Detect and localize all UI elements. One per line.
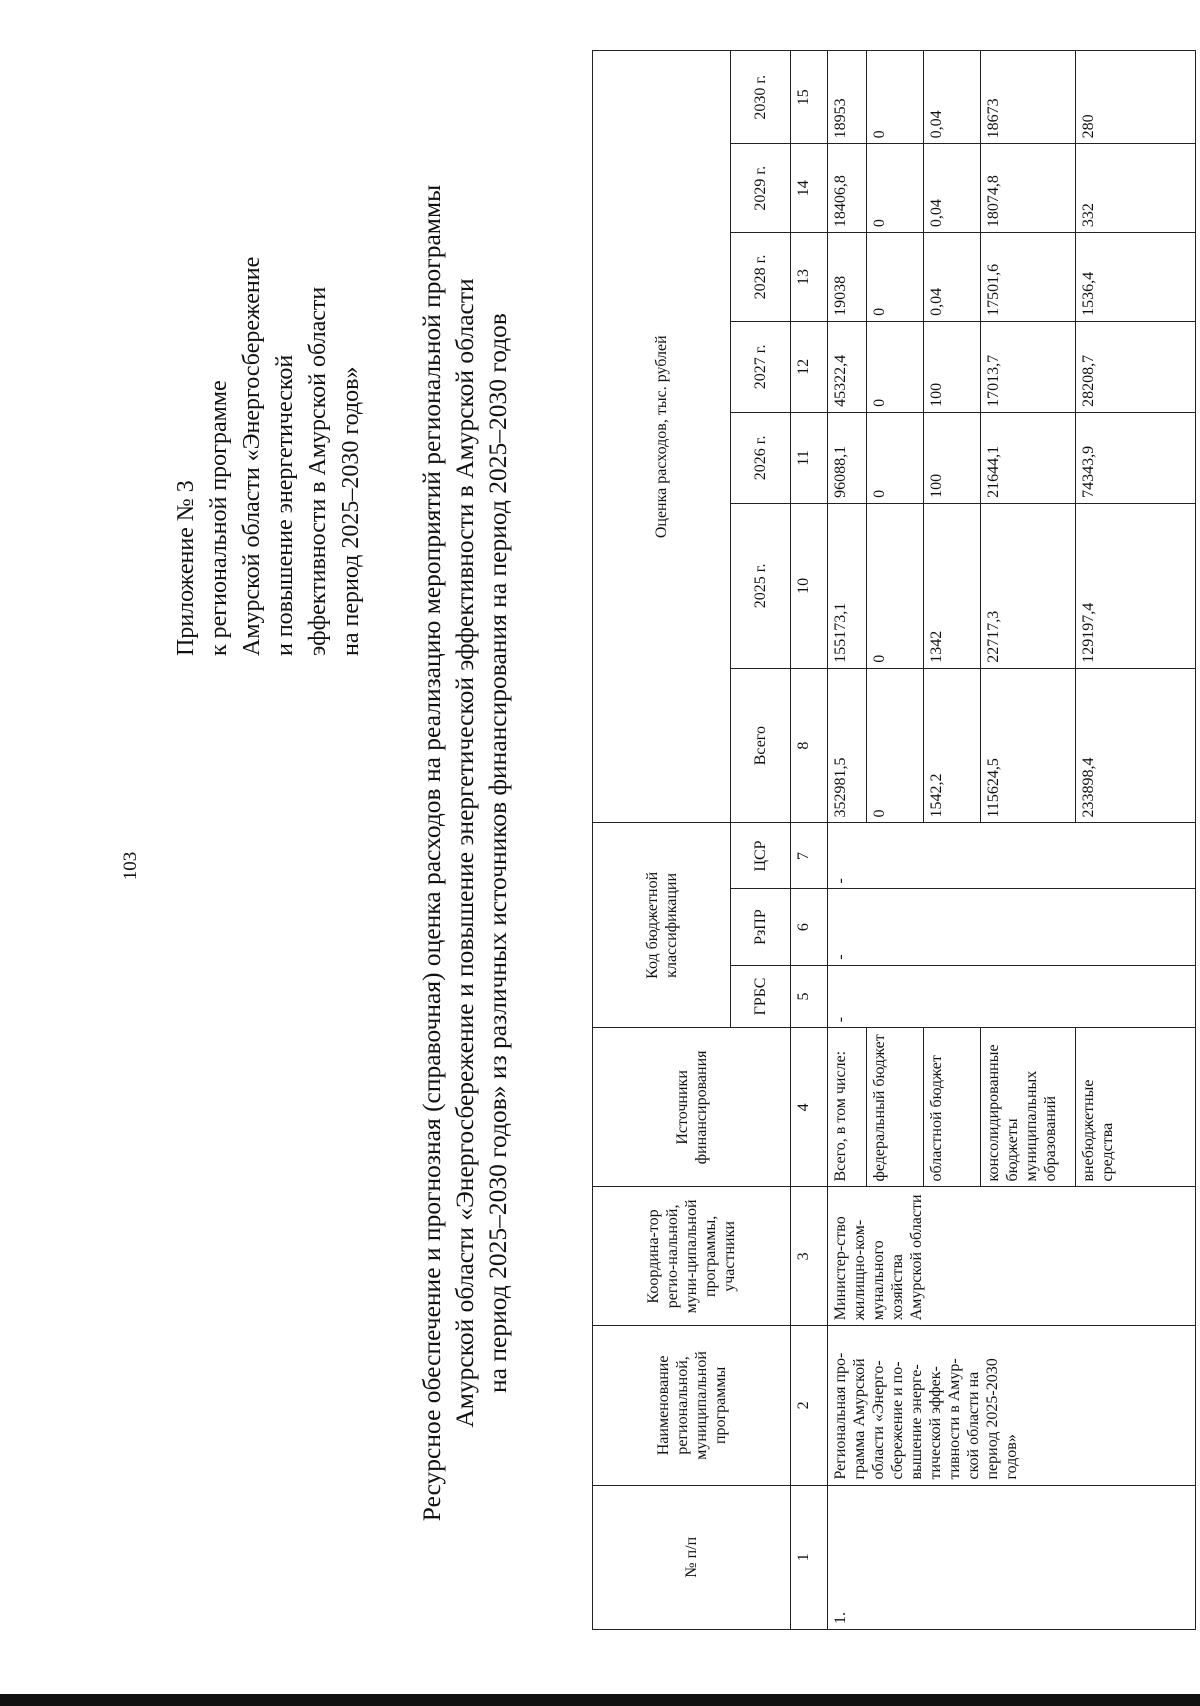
grbs-cell: - [828,965,1196,1028]
appendix-line: Амурской области «Энергосбережение [239,256,265,656]
source-cell: консолидированные бюджеты муниципальных образований [981,1028,1076,1187]
header-total: Всего [731,668,791,823]
appendix-line: на период 2025–2030 годов» [338,366,364,656]
title-line: на период 2025–2030 годов» из различных источников финансирования на период 2025–2030 годов [483,313,512,1393]
column-number: 11 [791,412,828,503]
header-year: 2030 г. [731,51,791,144]
column-number: 12 [791,321,828,412]
appendix-line: и повышение энергетической [272,354,298,656]
header-year: 2026 г. [731,412,791,503]
value-cell: 0 [867,144,924,233]
column-number: 6 [791,889,828,965]
header-year: 2028 г. [731,233,791,322]
column-number: 13 [791,233,828,322]
column-number: 15 [791,51,828,144]
source-cell: Всего, в том числе: [828,1028,867,1187]
header-grbs: ГРБС [731,965,791,1028]
header-program-name: Наименование региональной, муниципальной программы [593,1326,791,1485]
value-cell: 0,04 [924,233,981,322]
value-cell: 22717,3 [981,503,1076,668]
page-number: 103 [120,851,141,881]
value-cell: 1536,4 [1076,233,1196,322]
header-num: № п/п [593,1485,791,1629]
value-cell: 0 [867,412,924,503]
value-cell: 0 [867,503,924,668]
column-number: 3 [791,1187,828,1326]
column-number: 4 [791,1028,828,1187]
value-cell: 18074,8 [981,144,1076,233]
value-cell: 45322,4 [828,321,867,412]
value-cell: 155173,1 [828,503,867,668]
value-cell: 18406,8 [828,144,867,233]
header-coordinator: Координа-тор регио-нальной, муни-ципальной программы, участники [593,1187,791,1326]
header-budget-code: Код бюджетной классификации [593,823,731,1028]
title-line: Амурской области «Энергосбережение и повышение энергетической эффективности в Амурской области [450,278,479,1428]
value-cell: 0 [867,321,924,412]
column-number: 2 [791,1326,828,1485]
expenditure-table [592,50,1196,1630]
column-number: 7 [791,823,828,889]
program-name: Региональная про-грамма Амурской области «Энерго-сбережение и по-вышение энерге-тической эффек-тивности в Амур-ской области на период 2025-2030 годов» [828,1326,1196,1485]
total-cell: 1542,2 [924,668,981,823]
total-cell: 233898,4 [1076,668,1196,823]
value-cell: 129197,4 [1076,503,1196,668]
header-year: 2029 г. [731,144,791,233]
appendix-line: эффективности в Амурской области [305,286,331,656]
value-cell: 0,04 [924,144,981,233]
source-cell: внебюджетные средства [1076,1028,1196,1187]
coordinator: Министер-ство жилищно-ком-мунального хозяйства Амурской области [828,1187,1196,1326]
value-cell: 100 [924,412,981,503]
value-cell: 17013,7 [981,321,1076,412]
value-cell: 19038 [828,233,867,322]
value-cell: 74343,9 [1076,412,1196,503]
value-cell: 280 [1076,51,1196,144]
column-number: 1 [791,1485,828,1629]
value-cell: 332 [1076,144,1196,233]
column-number: 14 [791,144,828,233]
value-cell: 96088,1 [828,412,867,503]
appendix-line: к региональной программе [206,380,232,656]
csr-cell: - [828,823,1196,889]
header-estimate: Оценка расходов, тыс. рублей [593,51,731,824]
header-year: 2025 г. [731,503,791,668]
title-line: Ресурсное обеспечение и прогнозная (справочная) оценка расходов на реализацию мероприятий региональной программы [417,184,446,1522]
value-cell: 1342 [924,503,981,668]
value-cell: 0 [867,51,924,144]
document-title [415,60,514,1646]
total-cell: 115624,5 [981,668,1076,823]
total-cell: 0 [867,668,924,823]
value-cell: 21644,1 [981,412,1076,503]
appendix-line: Приложение № 3 [173,480,199,656]
item-number: 1. [828,1485,1196,1629]
appendix-block [170,36,368,656]
value-cell: 18953 [828,51,867,144]
header-rzpr: РзПР [731,889,791,965]
table-row [828,51,867,1630]
column-number: 5 [791,965,828,1028]
source-cell: федеральный бюджет [867,1028,924,1187]
rzpr-cell: - [828,889,1196,965]
total-cell: 352981,5 [828,668,867,823]
value-cell: 18673 [981,51,1076,144]
value-cell: 0,04 [924,51,981,144]
header-source: Источники финансирования [593,1028,791,1187]
source-cell: областной бюджет [924,1028,981,1187]
header-csr: ЦСР [731,823,791,889]
value-cell: 100 [924,321,981,412]
header-year: 2027 г. [731,321,791,412]
value-cell: 17501,6 [981,233,1076,322]
column-number: 10 [791,503,828,668]
value-cell: 0 [867,233,924,322]
value-cell: 28208,7 [1076,321,1196,412]
column-number: 8 [791,668,828,823]
